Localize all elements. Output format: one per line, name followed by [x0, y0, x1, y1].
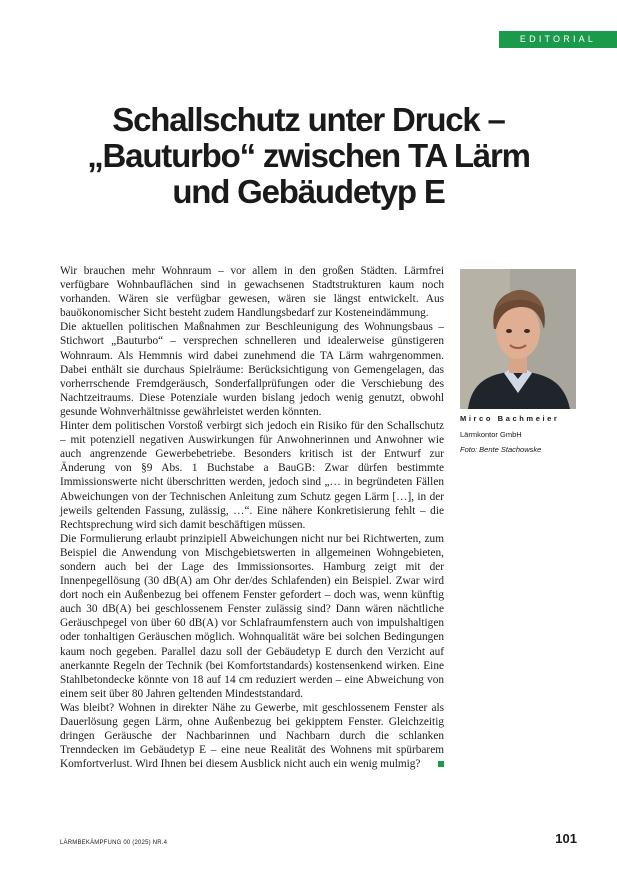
photo-credit: Foto: Bente Stachowske: [460, 445, 542, 454]
author-portrait-illustration: [460, 269, 576, 409]
section-tag: EDITORIAL: [499, 31, 617, 48]
page-number: 101: [555, 831, 577, 846]
paragraph-1: Wir brauchen mehr Wohnraum – vor allem in den großen Städten. Lärmfrei verfügbare Wohnbauflächen sind in gewachsenen Stadtstrukturen kaum noch vorhanden. Wären sie verfügbar gewesen, wären sie längst entwickelt. Aus bauökonomischer Sicht besteht zudem Handlungsbedarf zur Kosteneindämmung.: [60, 265, 444, 320]
paragraph-5: [60, 701, 444, 771]
author-organization: Lärmkontor GmbH: [460, 430, 522, 439]
headline: [40, 102, 577, 210]
headline-line-2: „Bauturbo“ zwischen TA Lärm: [87, 137, 530, 174]
end-of-article-mark: [438, 761, 444, 767]
paragraph-3: Hinter dem politischen Vorstoß verbirgt sich jedoch ein Risiko für den Schallschutz – mit potenziell negativen Auswirkungen für Anwohnerinnen und Anwohner wie auch angrenzende Gewerbebetriebe. Besonders kritisch ist der Entwurf zur Änderung von §9 Abs. 1 Buchstabe a BauGB: Zwar dürfen bestimmte Immissionswerte nicht überschritten werden, jedoch sind „… in begründeten Fällen Abweichungen von der Technischen Anleitung zum Schutz gegen Lärm […], in der jeweils geltenden Fassung, zulässig, …“. Eine nähere Konkretisierung fehlt – die Rechtsprechung wird sich damit beschäftigen müssen.: [60, 420, 444, 531]
author-name: Mirco Bachmeier: [460, 414, 560, 423]
paragraph-4: Die Formulierung erlaubt prinzipiell Abweichungen nicht nur bei Richtwerten, zum Beispiel die Anwendung von Mischgebietswerten in allgemeinen Wohngebieten, sondern auch bei der Lage des Immissionsortes. Hamburg zeigt mit der Innenpegellösung (30 dB(A) am Ohr der/des Schlafenden) ein Beispiel. Zwar wird dort noch ein Außenbezug bei offenem Fenster gefordert – doch was, wenn künftig auch 30 dB(A) bei geschlossenem Fenster zulässig sind? Dann wären nächtliche Geräuschpegel von über 60 dB(A) vor Schlafraumfenstern auch von impulshaltigen oder tonhaltigen Geräuschen möglich. Wohnqualität wäre bei solchen Bedingungen kaum noch gegeben. Parallel dazu soll der Gebäudetyp E durch den Verzicht auf anerkannte Regeln der Technik (bei Komfortstandards) kostensenkend wirken. Eine Stahlbetondecke könnte von 18 auf 14 cm reduziert werden – eine Abweichung von einem seit über 80 Jahren geltenden Mindeststandard.: [60, 532, 444, 700]
paragraph-5-text: Was bleibt? Wohnen in direkter Nähe zu Gewerbe, mit geschlossenem Fenster als Dauerlösung gegen Lärm, ohne Außenbezug bei gekipptem Fenster. Gleichzeitig dringen Geräusche der Nachbarinnen und Nachbarn durch die schlanken Trenndecken im Gebäudetyp E – eine neue Realität des Wohnens mit spürbarem Komfortverlust. Wird Ihnen bei diesem Ausblick nicht auch ein wenig mulmig?: [60, 701, 444, 771]
author-photo: [460, 269, 576, 409]
editorial-body: [60, 264, 444, 771]
footer-journal-reference: LÄRMBEKÄMPFUNG 00 (2025) NR.4: [60, 840, 168, 846]
headline-line-3: und Gebäudetyp E: [172, 173, 445, 210]
headline-line-1: Schallschutz unter Druck –: [112, 101, 505, 138]
paragraph-2: Die aktuellen politischen Maßnahmen zur Beschleunigung des Wohnungsbaus – Stichwort „Bauturbo“ – versprechen schnelleren und idealerweise günstigeren Wohnraum. Als Hemmnis wird dabei zunehmend die TA Lärm wahrgenommen. Dabei enthält sie durchaus Spielräume: Berücksichtigung von Gemengelagen, das vorherrschende Fremdgeräusch, Sonderfallprüfungen oder die Verschiebung des Nachtzeitraums. Diese Potenziale wurden bislang jedoch wenig genutzt, obwohl gesunde Wohnverhältnisse gewährleistet werden könnten.: [60, 321, 444, 418]
